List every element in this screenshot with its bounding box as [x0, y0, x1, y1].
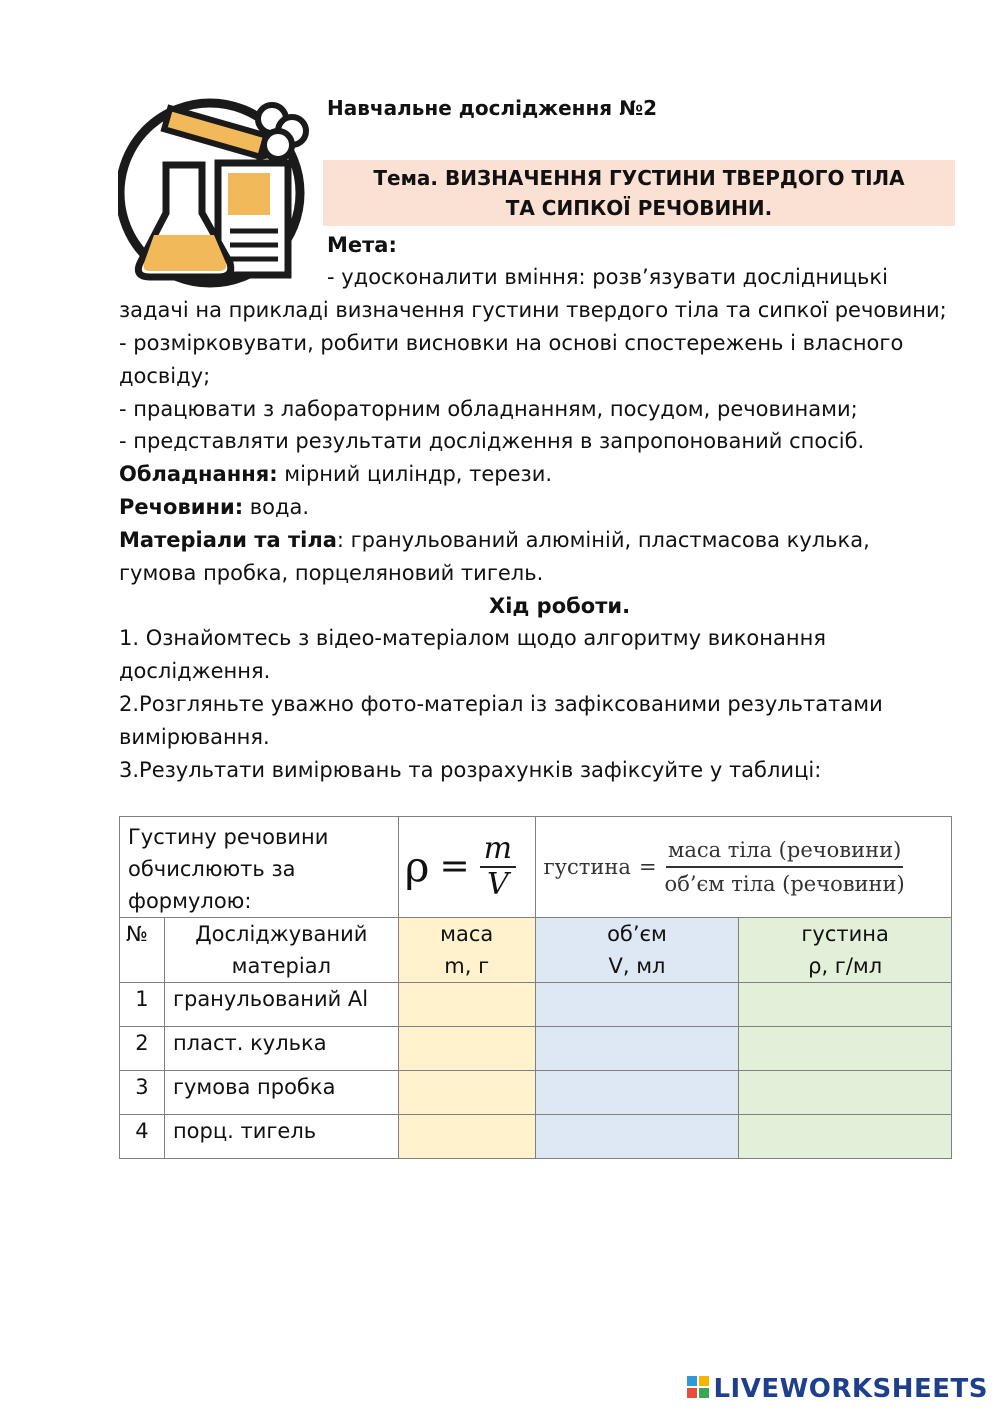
materials-line-2: гумова пробка, порцеляновий тигель. [119, 561, 544, 585]
goal-label: Мета: [327, 233, 397, 257]
formula-numerator: m [480, 832, 516, 868]
goal-line: задачі на прикладі визначення густини твердого тіла та сипкої речовини; [119, 298, 947, 322]
formula-label: Густину речовини обчислюють за формулою: [120, 817, 399, 918]
volume-input-cell[interactable] [535, 1071, 739, 1115]
substances-text: вода. [243, 495, 310, 519]
mass-input-cell[interactable] [398, 983, 535, 1027]
volume-input-cell[interactable] [535, 1115, 739, 1159]
header-material [164, 918, 398, 983]
word-formula-equals: = [638, 855, 657, 879]
table-row [120, 983, 952, 1027]
materials-line [119, 524, 870, 557]
topic-line-2: ТА СИПКОЇ РЕЧОВИНИ. [505, 196, 773, 220]
header-volume [535, 918, 739, 983]
row-num: 3 [120, 1071, 165, 1115]
materials-text: : гранульований алюміній, пластмасова кулька, [336, 528, 870, 552]
volume-input-cell[interactable] [535, 1027, 739, 1071]
procedure-line: вимірювання. [119, 725, 270, 749]
liveworksheets-text: LIVEWORKSHEETS [713, 1374, 988, 1404]
word-formula-left: густина [543, 855, 631, 879]
formula-denominator: V [487, 867, 509, 902]
topic-box [323, 160, 955, 226]
equipment-line [119, 458, 552, 491]
topic-line-1: Тема. ВИЗНАЧЕННЯ ГУСТИНИ ТВЕРДОГО ТІЛА [373, 166, 905, 190]
substances-line [119, 491, 309, 524]
procedure-line: дослідження. [119, 659, 271, 683]
density-input-cell[interactable] [739, 1027, 952, 1071]
row-num: 2 [120, 1027, 165, 1071]
rho-symbol: ρ [404, 842, 430, 891]
procedure-line: 3.Результати вимірювань та розрахунків зафіксуйте у таблиці: [119, 758, 822, 782]
table-row [120, 1027, 952, 1071]
row-material: гранульований Al [164, 983, 398, 1027]
procedure-heading: Хід роботи. [489, 594, 631, 618]
density-input-cell[interactable] [739, 983, 952, 1027]
header-volume-line1: об’єм [607, 922, 667, 946]
substances-label: Речовини: [119, 495, 244, 519]
header-mass-line2: m, г [444, 954, 490, 978]
procedure-line: 1. Ознайомтесь з відео-матеріалом щодо алгоритму виконання [119, 626, 826, 650]
density-input-cell[interactable] [739, 1071, 952, 1115]
mass-input-cell[interactable] [398, 1071, 535, 1115]
row-material: порц. тигель [164, 1115, 398, 1159]
goal-line: - працювати з лабораторним обладнанням, посудом, речовинами; [119, 397, 858, 421]
row-material: гумова пробка [164, 1071, 398, 1115]
mass-input-cell[interactable] [398, 1115, 535, 1159]
mass-input-cell[interactable] [398, 1027, 535, 1071]
document-title: Навчальне дослідження №2 [327, 96, 658, 120]
header-num: № [120, 918, 165, 983]
volume-input-cell[interactable] [535, 983, 739, 1027]
goal-line: - удосконалити вміння: розв’язувати дослідницькі [327, 265, 888, 289]
header-mass-line1: маса [440, 922, 494, 946]
goal-line: досвіду; [119, 364, 211, 388]
equipment-label: Обладнання: [119, 462, 278, 486]
liveworksheets-mark-icon [687, 1375, 709, 1405]
mass-over-volume [480, 832, 516, 902]
row-num: 1 [120, 983, 165, 1027]
liveworksheets-logo [687, 1374, 988, 1405]
goal-line: - розмірковувати, робити висновки на основі спостережень і власного [119, 331, 904, 355]
materials-label: Матеріали та тіла [119, 528, 337, 552]
table-row [120, 1115, 952, 1159]
word-formula [535, 817, 951, 918]
equals-sign: = [439, 846, 470, 887]
header-density [739, 918, 952, 983]
word-fraction [665, 834, 905, 900]
header-mass [398, 918, 535, 983]
word-numerator: маса тіла (речовини) [666, 834, 903, 868]
lab-experiment-icon [118, 95, 318, 295]
density-input-cell[interactable] [739, 1115, 952, 1159]
header-material-line1: Досліджуваний [195, 922, 368, 946]
header-density-line2: ρ, г/мл [808, 954, 883, 978]
results-table [119, 816, 952, 1159]
table-row [120, 1071, 952, 1115]
header-material-line2: матеріал [231, 954, 331, 978]
density-formula [398, 817, 535, 918]
equipment-text: мірний циліндр, терези. [277, 462, 553, 486]
goal-line: - представляти результати дослідження в запропонований спосіб. [119, 429, 865, 453]
procedure-line: 2.Розгляньте уважно фото-матеріал із зафіксованими результатами [119, 692, 883, 716]
row-num: 4 [120, 1115, 165, 1159]
header-density-line1: густина [801, 922, 889, 946]
row-material: пласт. кулька [164, 1027, 398, 1071]
word-denominator: об’єм тіла (речовини) [664, 872, 905, 896]
header-volume-line2: V, мл [608, 954, 666, 978]
